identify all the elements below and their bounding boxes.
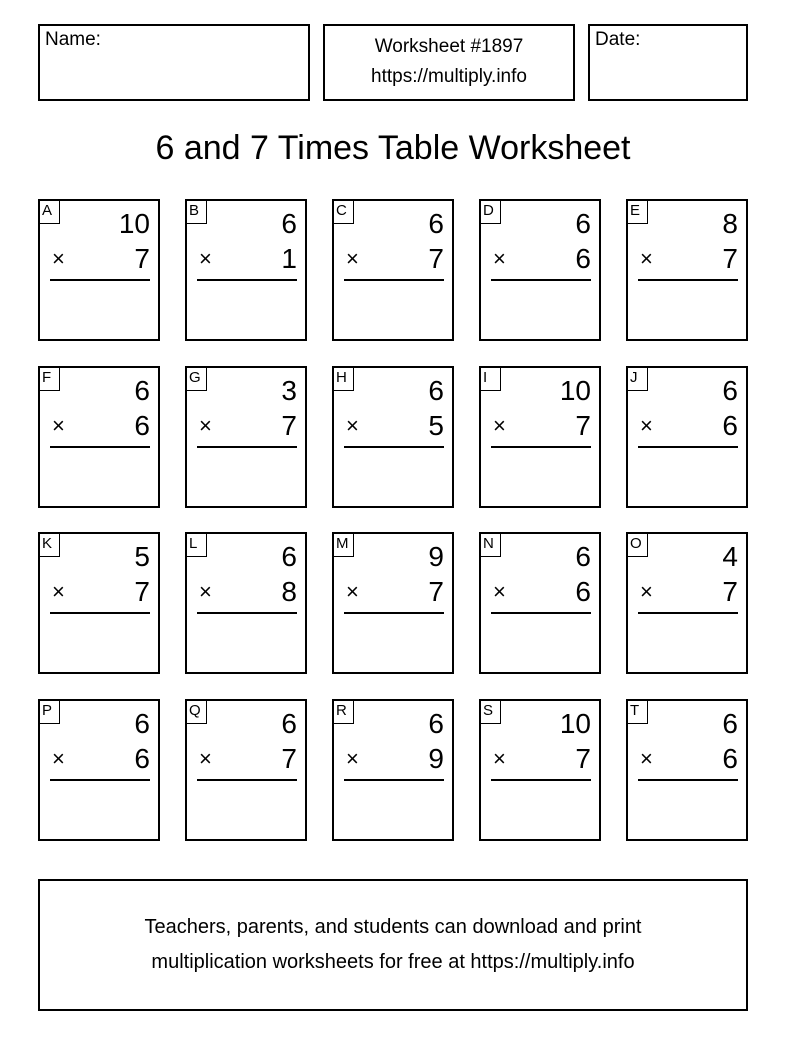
answer-line xyxy=(638,612,738,614)
problem-letter: C xyxy=(332,199,354,224)
problem-letter: M xyxy=(332,532,354,557)
top-number: 6 xyxy=(428,375,444,406)
bottom-number: 7 xyxy=(722,243,738,274)
top-number: 6 xyxy=(134,375,150,406)
top-number: 6 xyxy=(134,708,150,739)
top-number: 6 xyxy=(428,708,444,739)
problem-letter: T xyxy=(626,699,648,724)
date-label: Date: xyxy=(595,29,641,50)
answer-line xyxy=(491,446,591,448)
answer-line xyxy=(197,779,297,781)
bottom-number: 8 xyxy=(281,576,297,607)
bottom-number: 5 xyxy=(428,410,444,441)
times-sign: × xyxy=(199,246,212,271)
top-number: 6 xyxy=(281,541,297,572)
times-sign: × xyxy=(52,246,65,271)
times-sign: × xyxy=(199,413,212,438)
times-sign: × xyxy=(346,246,359,271)
problem-card xyxy=(38,199,160,341)
problem-letter: H xyxy=(332,366,354,391)
bottom-number: 7 xyxy=(281,410,297,441)
times-sign: × xyxy=(640,413,653,438)
times-sign: × xyxy=(52,746,65,771)
problem-letter: J xyxy=(626,366,648,391)
times-sign: × xyxy=(493,746,506,771)
problem-letter: Q xyxy=(185,699,207,724)
bottom-number: 7 xyxy=(575,410,591,441)
bottom-number: 7 xyxy=(722,576,738,607)
answer-line xyxy=(638,446,738,448)
bottom-number: 7 xyxy=(281,743,297,774)
problem-card xyxy=(38,532,160,674)
top-number: 10 xyxy=(559,375,591,406)
worksheet-url: https://multiply.info xyxy=(371,66,527,87)
footer-box xyxy=(38,879,748,1011)
bottom-number: 6 xyxy=(134,743,150,774)
problem-card xyxy=(38,699,160,841)
problem-letter: F xyxy=(38,366,60,391)
answer-line xyxy=(491,779,591,781)
answer-line xyxy=(344,779,444,781)
problem-card xyxy=(332,199,454,341)
problem-letter: O xyxy=(626,532,648,557)
top-number: 3 xyxy=(281,375,297,406)
bottom-number: 7 xyxy=(134,576,150,607)
bottom-number: 7 xyxy=(575,743,591,774)
answer-line xyxy=(638,279,738,281)
times-sign: × xyxy=(346,746,359,771)
top-number: 5 xyxy=(134,541,150,572)
answer-line xyxy=(197,279,297,281)
problem-letter: G xyxy=(185,366,207,391)
times-sign: × xyxy=(346,413,359,438)
problem-card xyxy=(185,366,307,508)
answer-line xyxy=(50,612,150,614)
answer-line xyxy=(344,279,444,281)
top-number: 10 xyxy=(559,708,591,739)
problem-letter: K xyxy=(38,532,60,557)
problem-letter: E xyxy=(626,199,648,224)
problem-card xyxy=(479,199,601,341)
footer-line-1: Teachers, parents, and students can download and print xyxy=(144,916,642,938)
top-number: 6 xyxy=(722,708,738,739)
problem-letter: S xyxy=(479,699,501,724)
problem-card xyxy=(185,199,307,341)
problem-letter: N xyxy=(479,532,501,557)
top-number: 6 xyxy=(722,375,738,406)
worksheet-number: Worksheet #1897 xyxy=(374,36,524,57)
problem-card xyxy=(626,699,748,841)
bottom-number: 7 xyxy=(134,243,150,274)
problem-letter: D xyxy=(479,199,501,224)
bottom-number: 7 xyxy=(428,243,444,274)
answer-line xyxy=(491,612,591,614)
problem-card xyxy=(626,199,748,341)
bottom-number: 9 xyxy=(428,743,444,774)
times-sign: × xyxy=(640,246,653,271)
times-sign: × xyxy=(346,579,359,604)
top-number: 6 xyxy=(428,208,444,239)
problem-card xyxy=(332,532,454,674)
problem-letter: B xyxy=(185,199,207,224)
times-sign: × xyxy=(493,579,506,604)
name-label: Name: xyxy=(45,29,101,50)
problem-card xyxy=(38,366,160,508)
times-sign: × xyxy=(493,413,506,438)
worksheet-info-box xyxy=(323,24,575,101)
footer-line-2: multiplication worksheets for free at https://multiply.info xyxy=(151,951,635,973)
problem-card xyxy=(626,532,748,674)
times-sign: × xyxy=(640,746,653,771)
bottom-number: 6 xyxy=(575,576,591,607)
times-sign: × xyxy=(640,579,653,604)
problem-letter: P xyxy=(38,699,60,724)
problem-card xyxy=(479,532,601,674)
times-sign: × xyxy=(493,246,506,271)
problem-card xyxy=(479,699,601,841)
top-number: 6 xyxy=(575,541,591,572)
answer-line xyxy=(344,612,444,614)
problem-card xyxy=(479,366,601,508)
answer-line xyxy=(50,779,150,781)
bottom-number: 6 xyxy=(575,243,591,274)
bottom-number: 7 xyxy=(428,576,444,607)
answer-line xyxy=(50,446,150,448)
problem-letter: I xyxy=(479,366,501,391)
answer-line xyxy=(638,779,738,781)
top-number: 6 xyxy=(281,708,297,739)
top-number: 9 xyxy=(428,541,444,572)
bottom-number: 6 xyxy=(722,410,738,441)
problem-card xyxy=(332,699,454,841)
answer-line xyxy=(50,279,150,281)
problem-card xyxy=(185,699,307,841)
answer-line xyxy=(197,612,297,614)
bottom-number: 6 xyxy=(722,743,738,774)
top-number: 10 xyxy=(118,208,150,239)
times-sign: × xyxy=(52,413,65,438)
problem-letter: L xyxy=(185,532,207,557)
bottom-number: 1 xyxy=(281,243,297,274)
top-number: 4 xyxy=(722,541,738,572)
problem-letter: A xyxy=(38,199,60,224)
times-sign: × xyxy=(52,579,65,604)
problem-card xyxy=(185,532,307,674)
answer-line xyxy=(197,446,297,448)
problem-letter: R xyxy=(332,699,354,724)
name-field xyxy=(38,24,310,101)
bottom-number: 6 xyxy=(134,410,150,441)
top-number: 6 xyxy=(575,208,591,239)
problem-card xyxy=(626,366,748,508)
times-sign: × xyxy=(199,579,212,604)
problem-card xyxy=(332,366,454,508)
answer-line xyxy=(344,446,444,448)
page-title: 6 and 7 Times Table Worksheet xyxy=(155,129,631,167)
times-sign: × xyxy=(199,746,212,771)
answer-line xyxy=(491,279,591,281)
date-field xyxy=(588,24,748,101)
top-number: 8 xyxy=(722,208,738,239)
top-number: 6 xyxy=(281,208,297,239)
